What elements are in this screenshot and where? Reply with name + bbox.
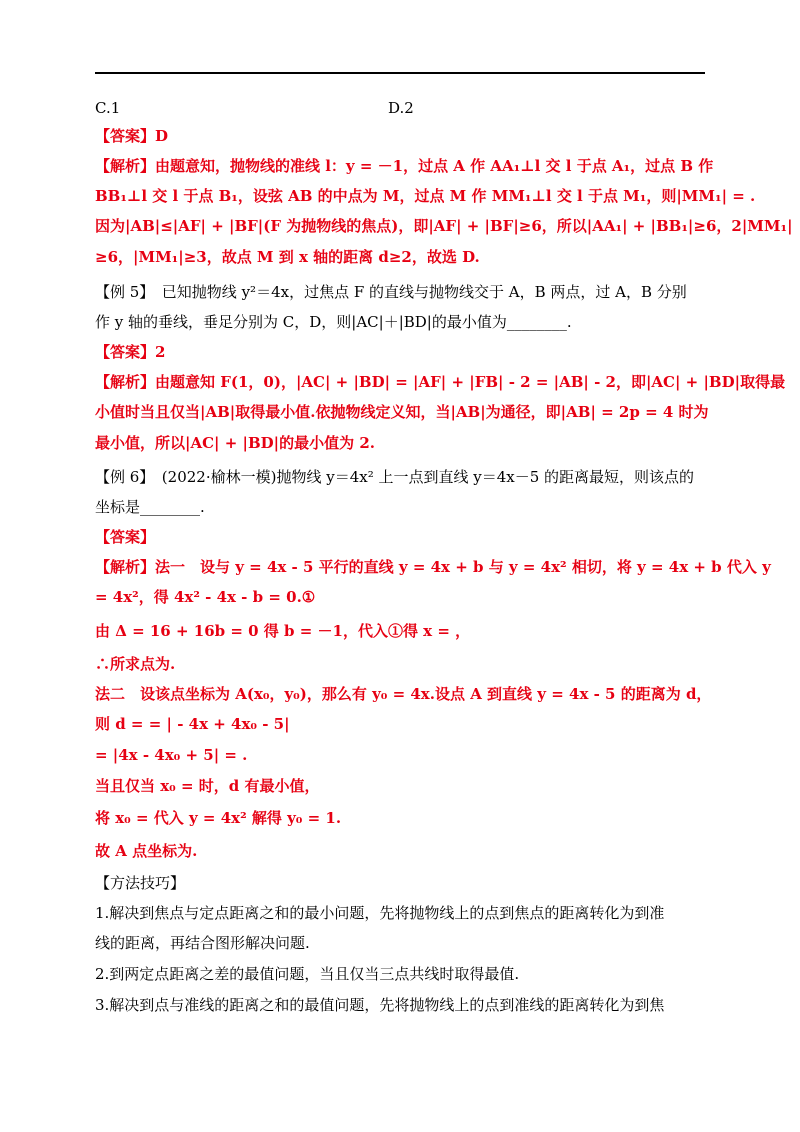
tips-heading: 【方法技巧】 xyxy=(95,874,186,892)
tip1-line-1: 1.解决到焦点与定点距离之和的最小问题，先将抛物线上的点到焦点的距离转化为到准 xyxy=(95,904,665,922)
example5-line-1: 【例 5】 已知抛物线 y²＝4x，过焦点 F 的直线与抛物线交于 A，B 两点，过 A，B 分别 xyxy=(95,283,687,301)
analysis-line-2: BB₁⊥l 交 l 于点 B₁，设弦 AB 的中点为 M，过点 M 作 MM₁⊥l 交 l 于点 M₁，则|MM₁| = . xyxy=(95,187,756,205)
method1-line-1: 【解析】法一 设与 y = 4x - 5 平行的直线 y = 4x + b 与 y = 4x² 相切，将 y = 4x + b 代入 y xyxy=(95,558,771,576)
answer-label: 【答案】 xyxy=(95,528,156,546)
option-d: D.2 xyxy=(388,99,414,117)
method2-line-6: 故 A 点坐标为. xyxy=(95,842,198,860)
method1-line-3: 由 Δ = 16 + 16b = 0 得 b = －1，代入①得 x = ， xyxy=(95,622,471,640)
example5-line-2: 作 y 轴的垂线，垂足分别为 C，D，则|AC|＋|BD|的最小值为________. xyxy=(95,313,572,331)
answer-label: 【答案】2 xyxy=(95,343,166,361)
tip2-line: 2.到两定点距离之差的最值问题，当且仅当三点共线时取得最值. xyxy=(95,965,520,983)
analysis-line-2: 小值时当且仅当|AB|取得最小值.依抛物线定义知，当|AB|为通径，即|AB| = 2p = 4 时为 xyxy=(95,403,709,421)
header-rule xyxy=(95,72,705,74)
method2-line-3: = |4x - 4x₀ + 5| = . xyxy=(95,746,248,764)
analysis-line-1: 【解析】由题意知 F(1，0)，|AC| + |BD| = |AF| + |FB| - 2 = |AB| - 2，即|AC| + |BD|取得最 xyxy=(95,373,786,391)
method2-line-5: 将 x₀ = 代入 y = 4x² 解得 y₀ = 1. xyxy=(95,809,342,827)
answer-label: 【答案】D xyxy=(95,127,169,145)
method1-line-2: = 4x²，得 4x² - 4x - b = 0.① xyxy=(95,588,316,606)
analysis-line-4: ≥6，|MM₁|≥3，故点 M 到 x 轴的距离 d≥2，故选 D. xyxy=(95,248,480,266)
method2-line-1: 法二 设该点坐标为 A(x₀，y₀)，那么有 y₀ = 4x.设点 A 到直线 y = 4x - 5 的距离为 d， xyxy=(95,685,712,703)
example6-line-1: 【例 6】 (2022·榆林一模)抛物线 y＝4x² 上一点到直线 y＝4x－5 的距离最短，则该点的 xyxy=(95,468,695,486)
analysis-line-1: 【解析】由题意知，抛物线的准线 l：y = －1，过点 A 作 AA₁⊥l 交 l 于点 A₁，过点 B 作 xyxy=(95,157,714,175)
method2-line-2: 则 d = = | - 4x + 4x₀ - 5| xyxy=(95,715,290,733)
tip1-line-2: 线的距离，再结合图形解决问题. xyxy=(95,934,310,952)
option-c: C.1 xyxy=(95,99,121,117)
analysis-line-3: 最小值，所以|AC| + |BD|的最小值为 2. xyxy=(95,434,375,452)
analysis-line-3: 因为|AB|≤|AF| + |BF|(F 为抛物线的焦点)，即|AF| + |BF|≥6，所以|AA₁| + |BB₁|≥6，2|MM₁| xyxy=(95,217,793,235)
method2-line-4: 当且仅当 x₀ = 时，d 有最小值， xyxy=(95,777,320,795)
example6-line-2: 坐标是________. xyxy=(95,498,205,516)
tip3-line-1: 3.解决到点与准线的距离之和的最值问题，先将抛物线上的点到准线的距离转化为到焦 xyxy=(95,996,665,1014)
method1-line-4: ∴所求点为. xyxy=(95,655,176,673)
